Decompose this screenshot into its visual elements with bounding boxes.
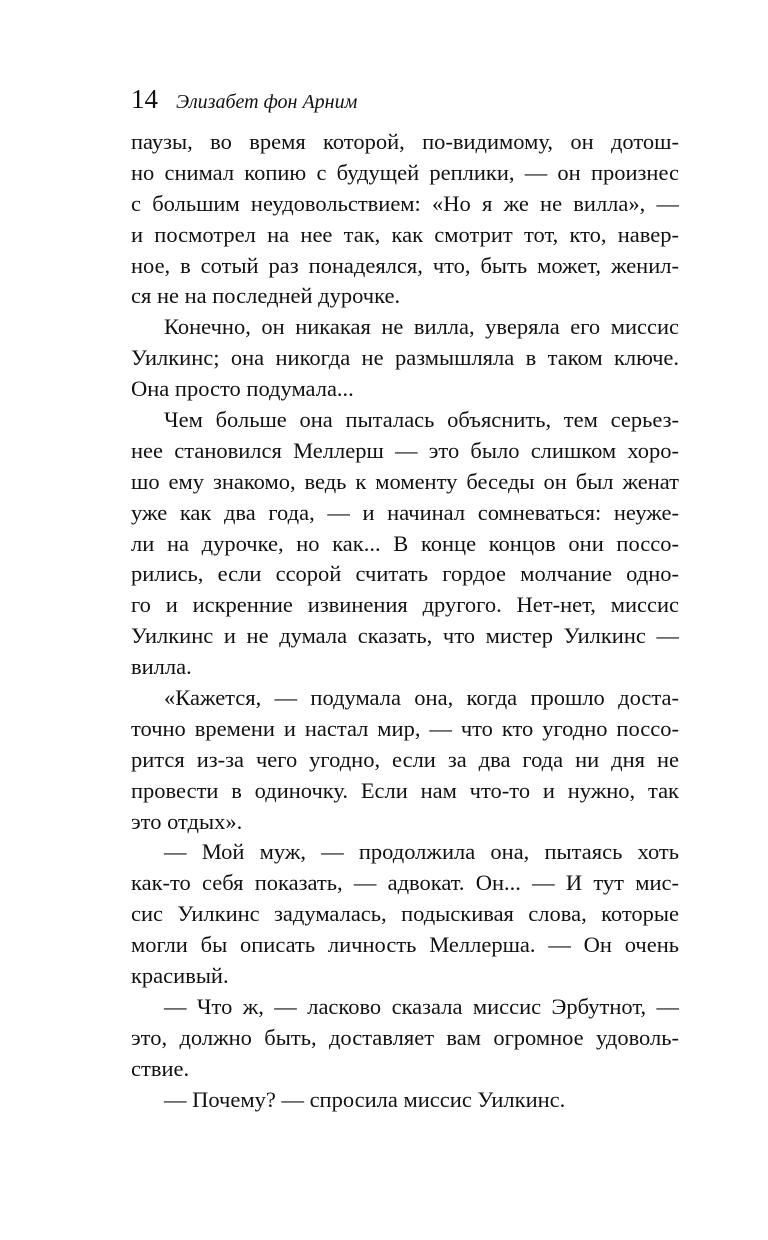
- body-text: [131, 127, 679, 1116]
- text-line: ся не на последней дурочке.: [131, 283, 401, 309]
- text-line: ствие.: [131, 1055, 190, 1081]
- text-line: точно времени и настал мир, — что кто угодно поссо-: [131, 715, 679, 741]
- text-line: Чем больше она пыталась объяснить, тем серьез-: [164, 407, 679, 433]
- text-line: — Что ж, — ласково сказала миссис Эрбутнот, —: [164, 993, 679, 1019]
- text-line: уже как два года, — и начинал сомневаться: неуже-: [131, 499, 679, 525]
- page-number: 14: [131, 84, 158, 114]
- page-header: [131, 84, 357, 115]
- text-line: шо ему знакомо, ведь к моменту беседы он был женат: [131, 468, 679, 494]
- text-line: и посмотрел на нее так, как смотрит тот, кто, навер-: [131, 221, 679, 247]
- text-line: рились, если ссорой считать гордое молчание одно-: [131, 561, 679, 587]
- text-line: провести в одиночку. Если нам что-то и нужно, так: [131, 777, 679, 803]
- text-line: — Почему? — спросила миссис Уилкинс.: [164, 1086, 566, 1112]
- text-line: с большим неудовольствием: «Но я же не вилла», —: [131, 190, 679, 216]
- text-line: это, должно быть, доставляет вам огромное удоволь-: [131, 1024, 679, 1050]
- text-line: могли бы описать личность Меллерша. — Он очень: [131, 932, 679, 958]
- text-line: го и искренние извинения другого. Нет-нет, миссис: [131, 592, 679, 618]
- text-line: ное, в сотый раз понадеялся, что, быть может, женил-: [131, 252, 679, 278]
- text-line: это отдых».: [131, 808, 243, 834]
- text-line: вилла.: [131, 654, 192, 680]
- text-line: красивый.: [131, 963, 229, 989]
- text-line: но снимал копию с будущей реплики, — он произнес: [131, 159, 679, 185]
- text-line: Уилкинс; она никогда не размышляла в таком ключе.: [131, 345, 679, 371]
- text-line: Она просто подумала...: [131, 376, 354, 402]
- text-line: паузы, во время которой, по-видимому, он дотош-: [131, 129, 679, 154]
- text-line: рится из-за чего угодно, если за два года ни дня не: [131, 746, 679, 772]
- text-line: Конечно, он никакая не вилла, уверяла его миссис: [164, 314, 679, 340]
- text-line: ли на дурочке, но как... В конце концов они поссо-: [131, 530, 679, 556]
- text-line: — Мой муж, — продолжила она, пытаясь хоть: [164, 839, 679, 865]
- text-line: «Кажется, — подумала она, когда прошло доста-: [164, 685, 679, 711]
- text-line: как-то себя показать, — адвокат. Он... — И тут мис-: [131, 870, 679, 896]
- text-line: Уилкинс и не думала сказать, что мистер Уилкинс —: [131, 623, 679, 649]
- text-line: нее становился Меллерш — это было слишком хоро-: [131, 437, 679, 463]
- running-title: Элизабет фон Арним: [176, 91, 358, 113]
- text-line: сис Уилкинс задумалась, подыскивая слова, которые: [131, 901, 679, 927]
